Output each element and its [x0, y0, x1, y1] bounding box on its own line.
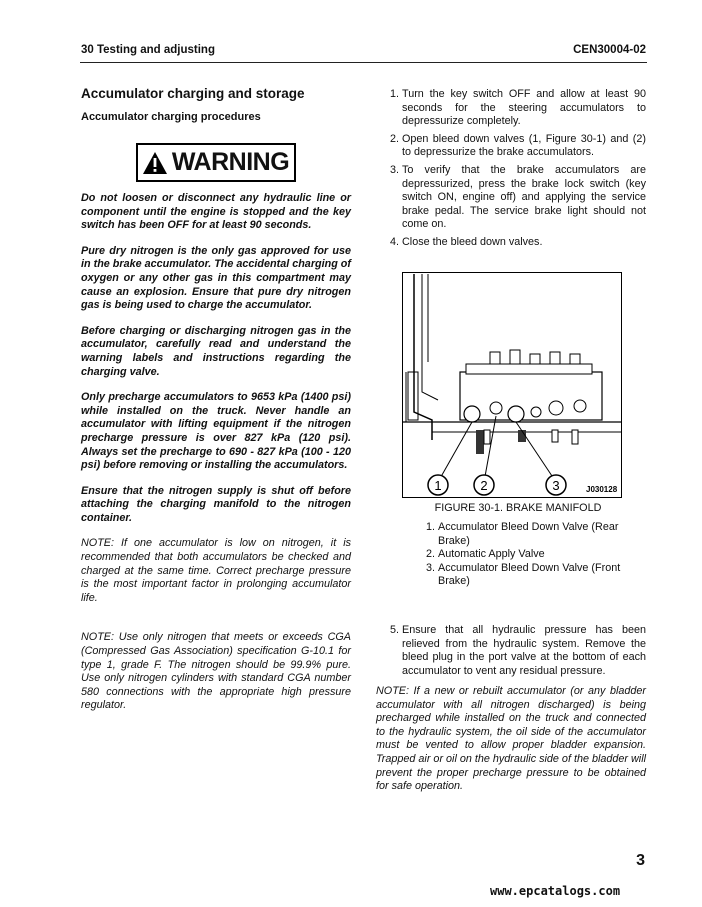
watermark: www.epcatalogs.com [490, 884, 621, 898]
warning-text: Ensure that the nitrogen supply is shut off before attaching the charging manifold to the nitrogen container. [81, 484, 351, 524]
brake-manifold-figure [402, 272, 622, 498]
callout-1 [428, 475, 448, 495]
note-right: NOTE: If a new or rebuilt accumulator (or any bladder accumulator with all nitrogen discharged) is being precharged while installed on the truck and connected to the hydraulic system, the oil side of the accumulator must be vented to allow proper bladder expansion. Trapped air or oil on the hydraulic side of the bladder will prevent the proper precharge pressure to be obtained for safe operation. [376, 685, 646, 793]
page-number: 3 [636, 852, 645, 869]
header-doc-code: CEN30004-02 [573, 44, 646, 56]
step-item: 4. Close the bleed down valves. [390, 235, 543, 248]
right-column [390, 88, 646, 254]
figure-code: J030128 [586, 485, 618, 494]
procedure-steps [390, 88, 646, 250]
warning-banner [81, 143, 351, 182]
note-text: NOTE: Use only nitrogen that meets or exceeds CGA (Compressed Gas Association) specification G-10.1 for type 1, grade F. The nitrogen should be 99.9% pure. Use only nitrogen cylinders with standard CGA number 580 connections with the appropriate high pressure regulator. [81, 631, 351, 712]
warning-text: Do not loosen or disconnect any hydraulic line or component until the engine is stopped and the key switch has been OFF for at least 90 seconds. [81, 192, 351, 232]
warning-text: Before charging or discharging nitrogen gas in the accumulator, carefully read and understand the warning labels and instructions regarding the charging valve. [81, 324, 351, 378]
note-text: NOTE: If one accumulator is low on nitrogen, it is recommended that both accumulators be checked and charged at the same time. Correct precharge pressure is the most important factor in prolonging accumulator life. [81, 537, 351, 604]
header-rule [80, 62, 647, 63]
subsection-title: Accumulator charging procedures [81, 111, 261, 123]
svg-text:1: 1 [434, 478, 442, 493]
svg-text:2: 2 [480, 478, 488, 493]
legend-item: 2. Automatic Apply Valve [426, 548, 545, 561]
callout-2 [474, 475, 494, 495]
warning-triangle-icon [142, 151, 168, 175]
brake-manifold-illustration [402, 272, 622, 498]
step-item: 5. Ensure that all hydraulic pressure has been relieved from the hydraulic system. Remove the bleed plug in the port valve at the bottom of each accumulator to vent any residual pressure. [390, 624, 646, 677]
step-item: 3. To verify that the brake accumulators are depressurized, press the brake lock switch (key switch ON, engine off) and applying the service brake pedal. The service brake light should not come on. [390, 163, 646, 231]
step-item: 2. Open bleed down valves (1, Figure 30-1) and (2) to depressurize the brake accumulators. [390, 132, 646, 159]
left-column [81, 86, 351, 725]
legend-item: 3. Accumulator Bleed Down Valve (Front Brake) [426, 561, 621, 588]
legend-item: 1. Accumulator Bleed Down Valve (Rear Brake) [426, 521, 619, 547]
warning-text: Pure dry nitrogen is the only gas approved for use in the brake accumulator. The accidental charging of oxygen or any other gas in this compartment may cause an explosion. Ensure that pure dry nitrogen gas is being used to charge the accumulator. [81, 244, 351, 312]
header-section-title: 30 Testing and adjusting [81, 44, 215, 56]
step-5 [390, 624, 646, 682]
step-item: 1. Turn the key switch OFF and allow at least 90 seconds for the steering accumulators to depressurize completely. [390, 88, 646, 128]
warning-label: WARNING [171, 148, 290, 176]
section-title: Accumulator charging and storage [81, 86, 305, 101]
figure-caption: FIGURE 30-1. BRAKE MANIFOLD [434, 502, 602, 514]
warning-text: Only precharge accumulators to 9653 kPa (1400 psi) while installed on the truck. Never handle an accumulator with lifting equipment if the nitrogen precharge pressure is over 827 kPa (120 psi). Always set the precharge to 690 - 827 kPa (100 - 120 psi) before removing or installing the accumulators. [81, 391, 351, 472]
figure-legend [426, 521, 626, 589]
svg-text:3: 3 [552, 478, 560, 493]
callout-3 [546, 475, 566, 495]
